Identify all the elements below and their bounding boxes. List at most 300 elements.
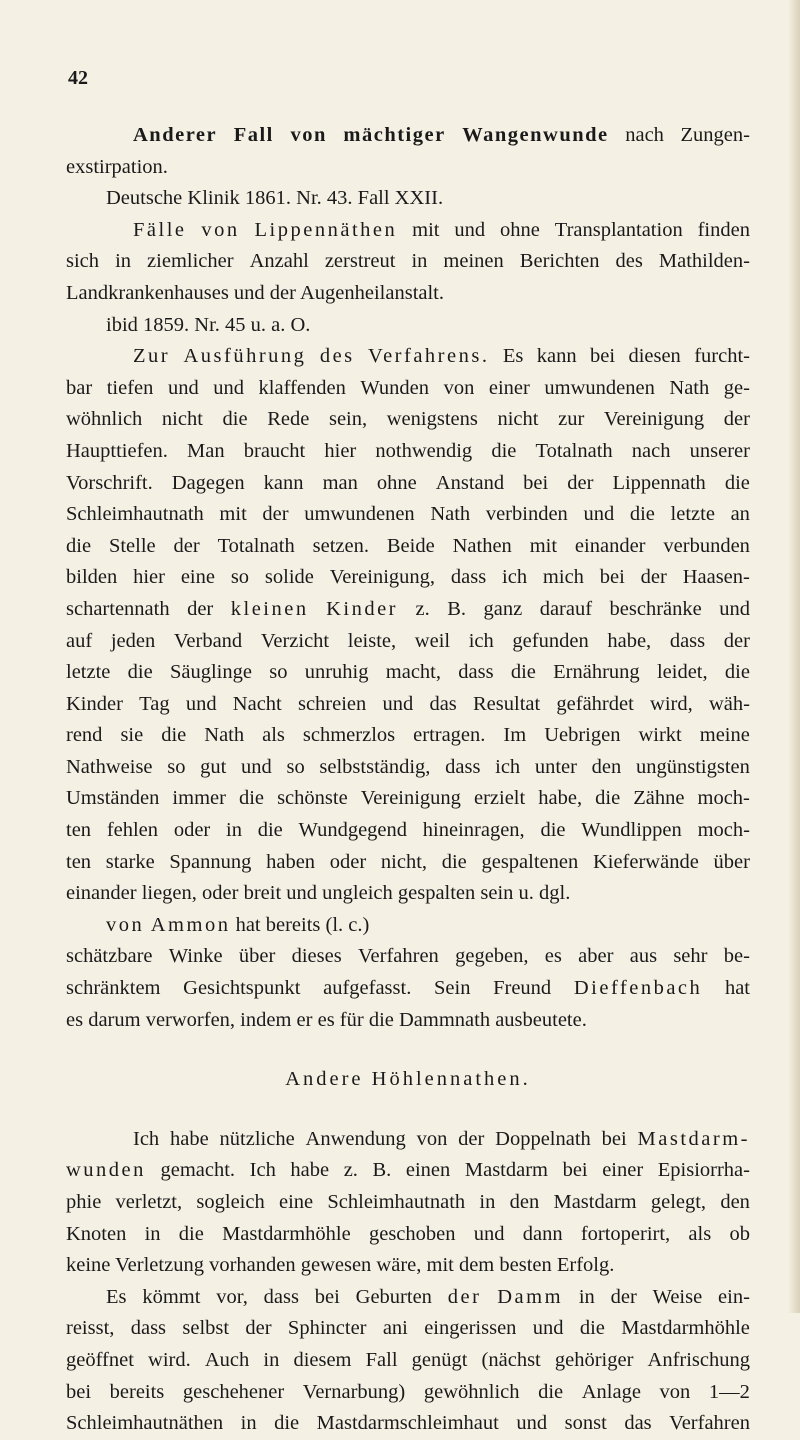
word: Es	[502, 345, 524, 368]
text-line	[66, 1345, 750, 1377]
word: Nathweise	[66, 755, 153, 778]
word: Anstand	[435, 471, 505, 494]
word: Vernarbung)	[302, 1380, 406, 1403]
text-line	[66, 657, 750, 689]
word: Verband	[173, 629, 243, 652]
word: und	[532, 1317, 564, 1340]
text-line	[66, 1250, 750, 1282]
word: das	[624, 1412, 652, 1435]
text-line	[66, 626, 750, 658]
word: ganz	[483, 597, 523, 620]
text-line	[66, 815, 750, 847]
word: Beide	[386, 534, 435, 557]
word: Rede	[267, 408, 310, 431]
word: von	[201, 218, 240, 241]
word: kann	[263, 471, 304, 494]
word: der	[187, 597, 214, 620]
word: die	[595, 787, 621, 810]
word: und	[185, 692, 217, 715]
word: von	[416, 1127, 448, 1150]
word: bei	[599, 566, 625, 589]
word: B.	[372, 1159, 392, 1182]
word: die	[579, 1317, 605, 1340]
word: vor,	[216, 1285, 248, 1308]
word: kleinen	[230, 597, 309, 620]
word: Berichten	[519, 250, 600, 273]
word: und	[719, 597, 750, 620]
word: nach	[625, 124, 664, 146]
word: verbunden	[663, 534, 750, 557]
word: einander	[574, 534, 646, 557]
word: Mastdarmschleimhaut	[316, 1412, 499, 1435]
word: eine	[180, 566, 215, 589]
word: Mastdarmhöhle	[222, 1222, 351, 1245]
word: der	[567, 471, 594, 494]
text-run: hat bereits (l. c.)	[230, 913, 370, 936]
word: Mastdarm	[553, 1191, 637, 1213]
text-run: Landkrankenhauses und der Augenheilanstalt.	[66, 281, 444, 304]
word: klaffenden	[258, 376, 346, 399]
text-line	[66, 404, 750, 436]
word: gelegt,	[650, 1191, 707, 1213]
word: und	[167, 376, 199, 399]
word: eingerissen	[424, 1317, 517, 1340]
word: schartennath	[66, 597, 170, 620]
word: ge-	[723, 376, 750, 399]
word: von	[659, 1380, 691, 1403]
word: eine	[278, 1191, 314, 1213]
word: so	[167, 755, 186, 778]
word: hineinragen,	[422, 819, 525, 842]
word: so	[286, 755, 305, 778]
word: dieses	[291, 945, 342, 968]
word: die	[178, 1222, 204, 1245]
word: gemacht.	[160, 1159, 236, 1182]
word: beschränke	[609, 597, 702, 620]
word: letzte	[670, 503, 715, 526]
section-heading	[66, 1064, 750, 1096]
text-line	[66, 120, 750, 152]
word: Mastdarmhöhle	[621, 1317, 750, 1340]
word: ob	[729, 1222, 750, 1245]
word: bei	[523, 471, 549, 494]
word: die	[629, 503, 655, 526]
text-line	[66, 1282, 750, 1314]
word: Vorschrift.	[66, 471, 153, 494]
word: Gesichtspunkt	[183, 977, 301, 1000]
word: Schleimhautnath	[327, 1191, 466, 1213]
word: die	[161, 724, 187, 747]
word: moch-	[697, 787, 750, 810]
word: Lippennath	[612, 471, 706, 494]
paragraph-gap	[66, 1036, 750, 1064]
word: solide	[264, 566, 314, 589]
word: gefährdet	[556, 692, 634, 715]
text-run: Deutsche Klinik 1861. Nr. 43. Fall XXII.	[106, 187, 444, 210]
word: die	[510, 661, 536, 684]
text-line	[66, 1155, 750, 1187]
word: fehlen	[106, 819, 159, 842]
word: Dagegen	[171, 471, 245, 494]
word: ten	[66, 819, 92, 842]
text-line	[66, 1313, 750, 1345]
word: den	[720, 1191, 750, 1213]
word: der	[640, 566, 667, 589]
word: Fälle	[133, 218, 187, 241]
word: umwundenen	[544, 376, 655, 399]
text-line	[66, 373, 750, 405]
word: Winke	[168, 945, 223, 968]
word: sein,	[328, 408, 368, 431]
word: Man	[187, 439, 225, 462]
word: Episiorrha-	[657, 1159, 750, 1182]
word: wunden	[66, 1159, 146, 1182]
text-line	[66, 847, 750, 879]
word: rend	[66, 724, 103, 747]
word: Ausführung	[183, 345, 307, 368]
word: dass	[669, 629, 706, 652]
word: finden	[697, 218, 750, 241]
word: Anderer	[133, 124, 218, 146]
word: gespaltenen	[481, 850, 579, 873]
word: so	[269, 661, 288, 684]
text-line	[66, 152, 750, 184]
word: Vereinigung	[360, 787, 461, 810]
word: selbst	[182, 1317, 230, 1340]
word: Verfahrens.	[368, 345, 490, 368]
text-line	[66, 278, 750, 310]
word: hier	[324, 439, 357, 462]
text-run: von Ammon	[106, 913, 231, 936]
word: Kieferwände	[592, 850, 699, 873]
word: Nacht	[232, 692, 282, 715]
word: an	[730, 503, 750, 526]
word: nothwendig	[375, 439, 473, 462]
word: Es	[106, 1285, 127, 1308]
word: und	[516, 1412, 548, 1435]
text-line	[66, 531, 750, 563]
word: sonst	[564, 1412, 607, 1435]
word: den	[509, 1191, 540, 1213]
word: die	[66, 534, 92, 557]
word: in	[144, 1222, 161, 1245]
word: Knoten	[66, 1222, 127, 1245]
word: die	[441, 850, 467, 873]
word: kömmt	[142, 1285, 201, 1308]
word: bei	[601, 1127, 627, 1150]
word: furcht-	[694, 345, 750, 368]
word: Doppelnath	[495, 1127, 591, 1150]
word: einer	[488, 376, 530, 399]
text-line	[66, 562, 750, 594]
word: Verfahren	[669, 1412, 750, 1435]
word: die	[724, 661, 750, 684]
word: auf	[66, 629, 93, 652]
word: ohne	[376, 471, 417, 494]
word: Schleimhautnäthen	[66, 1412, 224, 1435]
word: selbstständig,	[319, 755, 431, 778]
word: Lippennäthen	[254, 218, 398, 241]
text-line	[66, 341, 750, 373]
text-line	[66, 1377, 750, 1409]
word: dann	[522, 1222, 563, 1245]
word: in	[263, 1348, 280, 1371]
word: Stelle	[108, 534, 156, 557]
text-line	[66, 689, 750, 721]
word: mich	[542, 566, 584, 589]
word: Haupttiefen.	[66, 439, 168, 462]
text-line	[66, 468, 750, 500]
word: 1—2	[708, 1380, 750, 1403]
word: des	[319, 345, 355, 368]
word: über	[238, 945, 276, 968]
word: nicht,	[380, 850, 428, 873]
word: dass	[130, 1317, 167, 1340]
page-number: 42	[68, 67, 88, 89]
word: wirkt	[638, 724, 682, 747]
word: zerstreut	[324, 250, 396, 273]
word: als	[688, 1222, 712, 1245]
word: geschehener	[182, 1380, 285, 1403]
word: gegeben,	[455, 945, 529, 968]
text-line	[66, 941, 750, 973]
word: bereits	[109, 1380, 165, 1403]
word: von	[290, 124, 327, 146]
word: mächtiger	[343, 124, 446, 146]
word: hier	[133, 566, 165, 589]
word: leidet,	[656, 661, 708, 684]
word: unruhig	[304, 661, 369, 684]
page-edge-shadow	[788, 0, 800, 1313]
word: wird,	[650, 692, 693, 715]
word: der	[447, 1285, 482, 1308]
word: sich	[66, 250, 100, 273]
word: es	[544, 945, 562, 968]
word: sie	[120, 724, 144, 747]
word: man	[322, 471, 358, 494]
word: ertragen.	[413, 724, 486, 747]
word: habe,	[538, 787, 583, 810]
word: leiste,	[347, 629, 397, 652]
word: sogleich	[196, 1191, 265, 1213]
word: bei	[314, 1285, 340, 1308]
word: die	[222, 408, 248, 431]
word: wenigstens	[386, 408, 478, 431]
word: Verfahren	[358, 945, 439, 968]
word: Fall	[233, 124, 274, 146]
text-line	[66, 752, 750, 784]
word: schätzbare	[66, 945, 153, 968]
word: schreien	[297, 692, 367, 715]
word: Kinder	[326, 597, 399, 620]
word: in	[411, 250, 428, 273]
word: Vereinigung,	[329, 566, 436, 589]
word: B.	[447, 597, 467, 620]
word: sehr	[673, 945, 708, 968]
text-line	[66, 1219, 750, 1251]
word: diesem	[293, 1348, 352, 1371]
word: von	[443, 376, 475, 399]
word: des	[615, 250, 643, 273]
word: habe	[170, 1127, 209, 1150]
word: diesen	[628, 345, 681, 368]
word: Ich	[249, 1159, 276, 1182]
word: Transplantation	[554, 218, 683, 241]
text-line	[66, 310, 750, 342]
word: meine	[699, 724, 750, 747]
text-run: einander liegen, oder breit und ungleich gespalten sein u. dgl.	[66, 882, 571, 905]
text-line	[66, 1005, 750, 1037]
word: jeden	[110, 629, 156, 652]
word: schmerzlos	[302, 724, 396, 747]
word: den	[591, 755, 622, 778]
word: nach	[631, 439, 671, 462]
word: fortoperirt,	[580, 1222, 671, 1245]
word: mit	[529, 534, 558, 557]
word: aus	[629, 945, 658, 968]
word: in	[240, 1412, 257, 1435]
word: weil	[414, 629, 451, 652]
text-line	[66, 183, 750, 215]
word: Haasen-	[682, 566, 750, 589]
word: erzielt	[473, 787, 526, 810]
word: ten	[66, 850, 92, 873]
word: meinen	[443, 250, 504, 273]
word: Wundlippen	[581, 819, 682, 842]
word: ich	[495, 755, 521, 778]
word: der	[458, 1127, 485, 1150]
word: Anzahl	[249, 250, 309, 273]
word: unserer	[689, 439, 750, 462]
word: oder	[329, 850, 367, 873]
text-run: ibid 1859. Nr. 45 u. a. O.	[106, 313, 311, 336]
word: bar	[66, 376, 93, 399]
word: aber	[578, 945, 614, 968]
word: gut	[200, 755, 227, 778]
body-text	[66, 120, 750, 1440]
word: wäh-	[708, 692, 750, 715]
word: Wundgegend	[298, 819, 408, 842]
word: Dieffenbach	[573, 977, 703, 1000]
word: Zungen-	[680, 124, 750, 146]
word: ungünstigsten	[635, 755, 750, 778]
word: dass	[445, 755, 481, 778]
text-line	[66, 1187, 750, 1219]
word: bei	[562, 1159, 588, 1182]
word: macht,	[385, 661, 441, 684]
word: nützliche	[219, 1127, 295, 1150]
word: oder	[173, 819, 211, 842]
text-line	[66, 910, 750, 942]
word: be-	[723, 945, 750, 968]
word: ziemlicher	[147, 250, 234, 273]
word: Nath	[430, 503, 471, 526]
text-run: es darum verworfen, indem er es für die Dammnath ausbeutete.	[66, 1008, 587, 1031]
word: z.	[415, 597, 430, 620]
word: die	[127, 661, 153, 684]
word: Mathilden-	[658, 250, 750, 273]
word: der	[723, 408, 750, 431]
word: und	[583, 503, 615, 526]
word: immer	[172, 787, 226, 810]
word: Spannung	[169, 850, 252, 873]
text-line	[66, 594, 750, 626]
word: in	[479, 1191, 496, 1213]
word: Geburten	[355, 1285, 432, 1308]
word: dass	[458, 661, 494, 684]
word: mit	[412, 218, 440, 241]
text-line	[66, 436, 750, 468]
word: so	[230, 566, 250, 589]
word: ich	[502, 566, 528, 589]
word: und	[241, 755, 272, 778]
word: Verzicht	[260, 629, 330, 652]
text-line	[66, 783, 750, 815]
word: der	[262, 503, 289, 526]
word: Mastdarm-	[637, 1127, 750, 1150]
word: Ernährung	[553, 661, 640, 684]
word: der	[723, 629, 750, 652]
word: in	[226, 819, 242, 842]
word: Uebrigen	[544, 724, 621, 747]
word: schränktem	[66, 977, 161, 1000]
word: die	[540, 819, 566, 842]
word: der	[610, 1285, 637, 1308]
word: ein-	[718, 1285, 750, 1308]
word: Vereinigung	[603, 408, 705, 431]
word: mit	[219, 503, 247, 526]
word: Nath	[669, 376, 710, 399]
word: wird.	[148, 1348, 191, 1371]
text-line	[66, 720, 750, 752]
word: wöhnlich	[66, 408, 143, 431]
word: in	[115, 250, 132, 273]
word: in	[578, 1285, 595, 1308]
text-line	[66, 246, 750, 278]
word: Freund	[493, 977, 552, 1000]
paragraph-gap	[66, 1096, 750, 1124]
word: Wangenwunde	[462, 124, 609, 146]
word: die	[491, 439, 517, 462]
text-run: exstirpation.	[66, 155, 168, 178]
word: braucht	[243, 439, 306, 462]
text-run: keine Verletzung vorhanden gewesen wäre, mit dem besten Erfolg.	[66, 1254, 615, 1277]
word: einen	[405, 1159, 451, 1182]
word: tiefen	[106, 376, 154, 399]
word: Säuglinge	[169, 661, 252, 684]
word: Im	[503, 724, 527, 747]
word: Ich	[133, 1127, 160, 1150]
word: Mastdarm	[464, 1159, 548, 1182]
word: Wunden	[360, 376, 430, 399]
word: geschoben	[368, 1222, 456, 1245]
text-line	[66, 1408, 750, 1440]
word: verletzt,	[115, 1191, 183, 1213]
word: genügt	[411, 1348, 468, 1371]
word: hat	[724, 977, 750, 1000]
word: zur	[558, 408, 585, 431]
word: als	[262, 724, 285, 747]
word: gefunden	[512, 629, 589, 652]
word: bilden	[66, 566, 118, 589]
word: Anfrischung	[647, 1348, 750, 1371]
word: gewöhnlich	[423, 1380, 520, 1403]
word: einer	[602, 1159, 644, 1182]
word: die	[257, 819, 283, 842]
word: dass	[450, 566, 487, 589]
word: Weise	[652, 1285, 703, 1308]
text-line	[66, 499, 750, 531]
